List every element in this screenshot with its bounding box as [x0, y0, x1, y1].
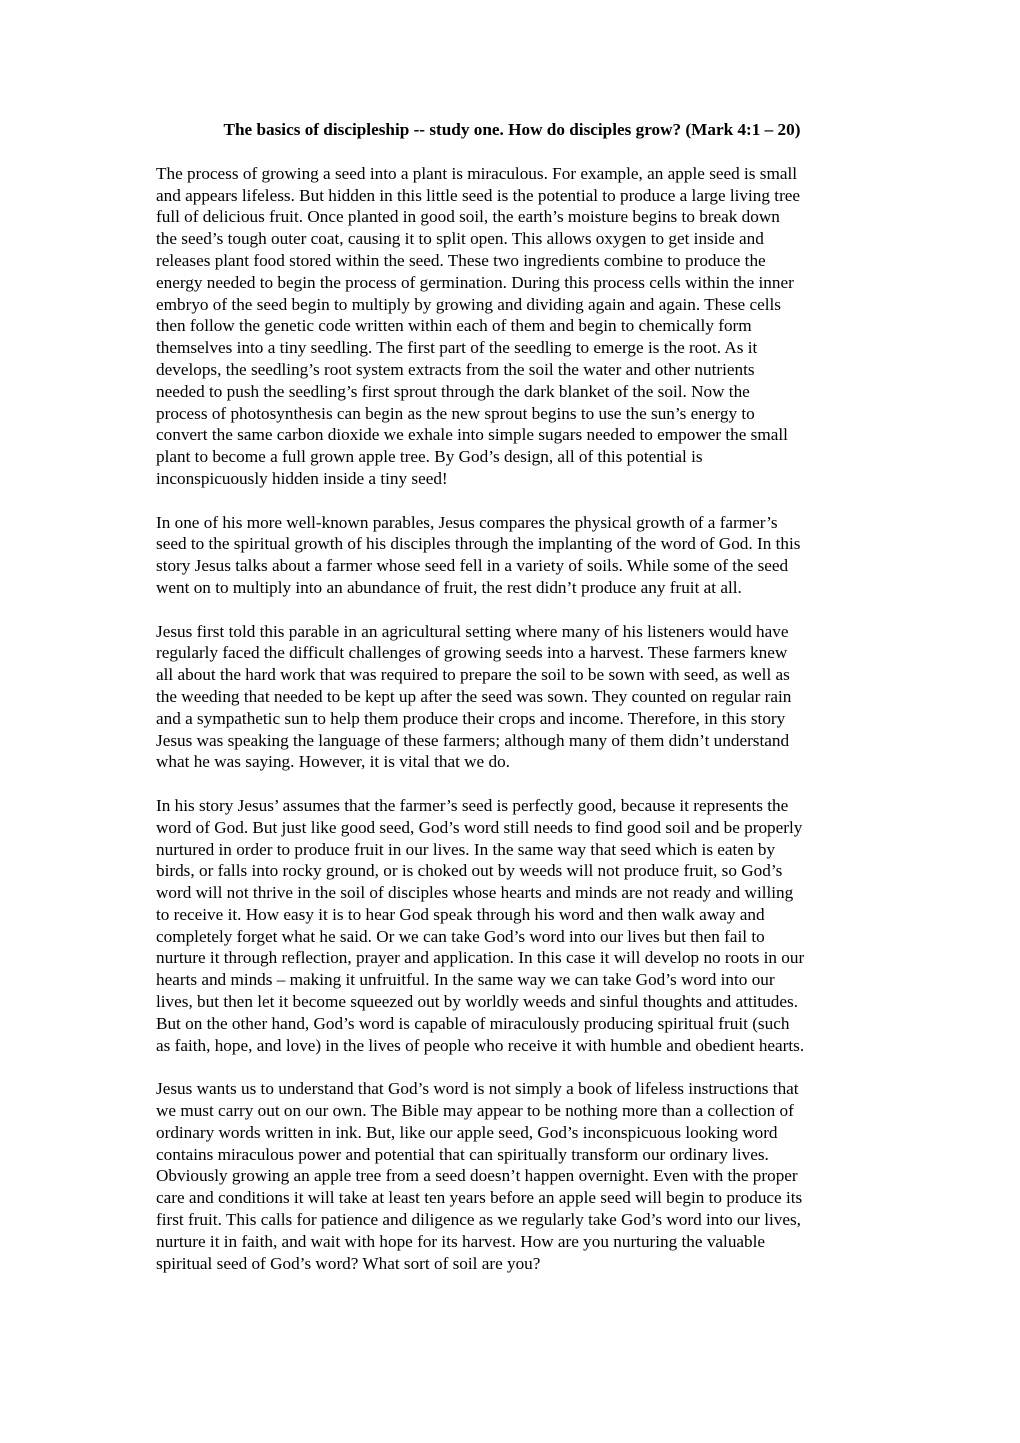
text-line: contains miraculous power and potential that can spiritually transform our ordinary lives.	[156, 1144, 769, 1164]
text-line: develops, the seedling’s root system extracts from the soil the water and other nutrients	[156, 359, 755, 379]
text-line: themselves into a tiny seedling. The first part of the seedling to emerge is the root. As it	[156, 338, 758, 358]
text-line: all about the hard work that was required to prepare the soil to be sown with seed, as well as	[156, 665, 790, 685]
paragraph-5	[156, 1078, 868, 1274]
text-line: to receive it. How easy it is to hear God speak through his word and then walk away and	[156, 904, 765, 924]
paragraph-4	[156, 795, 868, 1057]
text-line: birds, or falls into rocky ground, or is choked out by weeds will not produce fruit, so God’s	[156, 861, 783, 881]
text-line: nurture it through reflection, prayer and application. In this case it will develop no roots in our	[156, 948, 805, 968]
text-line: needed to push the seedling’s first sprout through the dark blanket of the soil. Now the	[156, 381, 750, 401]
text-line: full of delicious fruit. Once planted in good soil, the earth’s moisture begins to break down	[156, 207, 780, 227]
text-line: Jesus was speaking the language of these farmers; although many of them didn’t understand	[156, 730, 790, 750]
text-line: process of photosynthesis can begin as the new sprout begins to use the sun’s energy to	[156, 403, 755, 423]
text-line: care and conditions it will take at least ten years before an apple seed will begin to produce its	[156, 1188, 803, 1208]
text-line: word will not thrive in the soil of disciples whose hearts and minds are not ready and willing	[156, 883, 794, 903]
text-line: convert the same carbon dioxide we exhale into simple sugars needed to empower the small	[156, 425, 788, 445]
text-line: as faith, hope, and love) in the lives of people who receive it with humble and obedient hearts.	[156, 1035, 805, 1055]
text-line: energy needed to begin the process of germination. During this process cells within the inner	[156, 272, 794, 292]
text-line: went on to multiply into an abundance of fruit, the rest didn’t produce any fruit at all.	[156, 577, 742, 597]
text-line: ordinary words written in ink. But, like our apple seed, God’s inconspicuous looking word	[156, 1122, 778, 1142]
text-line: and a sympathetic sun to help them produce their crops and income. Therefore, in this story	[156, 708, 786, 728]
text-line: we must carry out on our own. The Bible may appear to be nothing more than a collection of	[156, 1101, 794, 1121]
text-line: then follow the genetic code written within each of them and begin to chemically form	[156, 316, 752, 336]
text-line: But on the other hand, God’s word is capable of miraculously producing spiritual fruit (such	[156, 1013, 790, 1033]
text-line: Obviously growing an apple tree from a seed doesn’t happen overnight. Even with the proper	[156, 1166, 798, 1186]
text-line: what he was saying. However, it is vital that we do.	[156, 752, 510, 772]
text-line: completely forget what he said. Or we can take God’s word into our lives but then fail to	[156, 926, 765, 946]
paragraph-3	[156, 621, 868, 774]
text-line: and appears lifeless. But hidden in this little seed is the potential to produce a large living tree	[156, 185, 801, 205]
text-line: embryo of the seed begin to multiply by growing and dividing again and again. These cells	[156, 294, 781, 314]
paragraph-2	[156, 512, 868, 599]
document-title: The basics of discipleship -- study one. How do disciples grow? (Mark 4:1 – 20)	[223, 120, 801, 139]
text-line: The process of growing a seed into a plant is miraculous. For example, an apple seed is small	[156, 163, 798, 183]
text-line: In one of his more well-known parables, Jesus compares the physical growth of a farmer’s	[156, 512, 778, 532]
text-line: the weeding that needed to be kept up after the seed was sown. They counted on regular rain	[156, 686, 792, 706]
text-line: first fruit. This calls for patience and diligence as we regularly take God’s word into our lives,	[156, 1210, 801, 1230]
paragraph-1	[156, 163, 868, 490]
text-line: hearts and minds – making it unfruitful. In the same way we can take God’s word into our	[156, 970, 775, 990]
text-line: nurture it in faith, and wait with hope for its harvest. How are you nurturing the valuable	[156, 1231, 766, 1251]
text-line: In his story Jesus’ assumes that the farmer’s seed is perfectly good, because it represents the	[156, 795, 789, 815]
text-line: seed to the spiritual growth of his disciples through the implanting of the word of God. In this	[156, 534, 801, 554]
document-body	[156, 119, 868, 1296]
text-line: inconspicuously hidden inside a tiny seed!	[156, 468, 448, 488]
text-line: spiritual seed of God’s word? What sort of soil are you?	[156, 1253, 541, 1273]
text-line: plant to become a full grown apple tree. By God’s design, all of this potential is	[156, 447, 703, 467]
text-line: Jesus wants us to understand that God’s word is not simply a book of lifeless instructions that	[156, 1079, 799, 1099]
text-line: story Jesus talks about a farmer whose seed fell in a variety of soils. While some of the seed	[156, 556, 789, 576]
text-line: Jesus first told this parable in an agricultural setting where many of his listeners would have	[156, 621, 789, 641]
text-line: lives, but then let it become squeezed out by worldly weeds and sinful thoughts and attitudes.	[156, 992, 799, 1012]
text-line: regularly faced the difficult challenges of growing seeds into a harvest. These farmers knew	[156, 643, 788, 663]
text-line: nurtured in order to produce fruit in our lives. In the same way that seed which is eaten by	[156, 839, 776, 859]
text-line: word of God. But just like good seed, God’s word still needs to find good soil and be properly	[156, 817, 803, 837]
text-line: releases plant food stored within the seed. These two ingredients combine to produce the	[156, 250, 766, 270]
text-line: the seed’s tough outer coat, causing it to split open. This allows oxygen to get inside and	[156, 229, 764, 249]
